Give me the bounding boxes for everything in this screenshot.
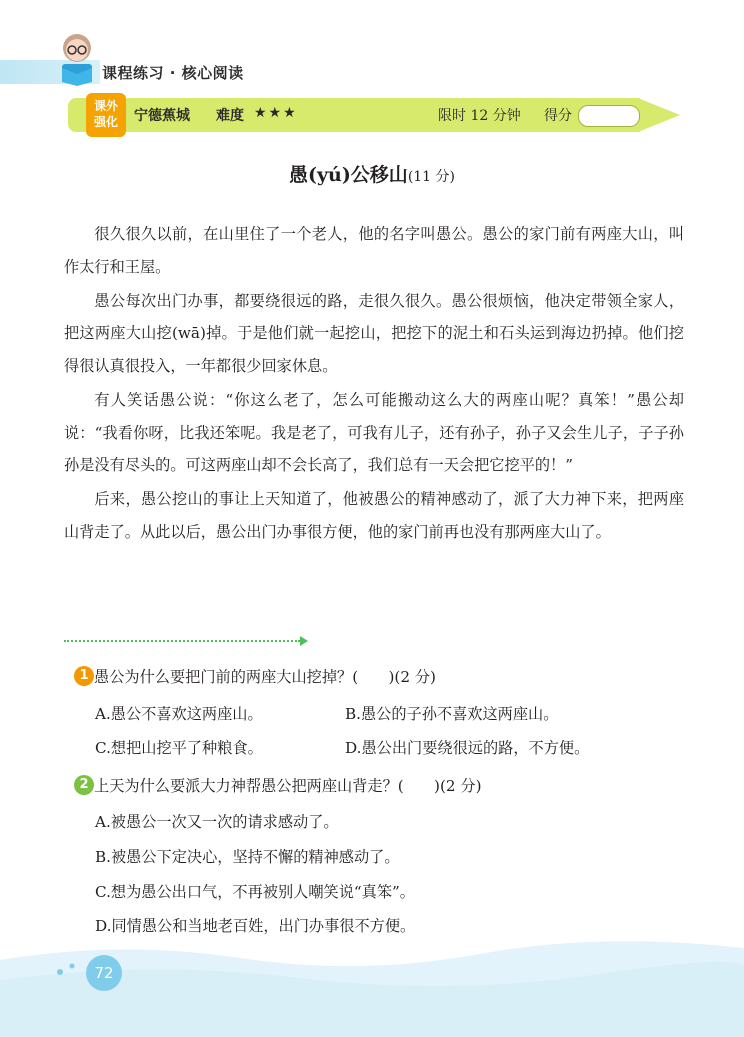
question-text: 上天为什么要派大力神帮愚公把两座山背走？( )(2 分)	[94, 777, 482, 795]
option-c[interactable]: C.想把山挖平了种粮食。	[95, 739, 263, 757]
extra-practice-badge	[86, 93, 126, 137]
difficulty-label: 难度	[216, 108, 244, 124]
option-c[interactable]: C.想为愚公出口气，不再被别人嘲笑说“真笨”。	[95, 883, 415, 901]
paragraph: 后来，愚公挖山的事让上天知道了，他被愚公的精神感动了，派了大力神下来，把两座山背走了。从此以后，愚公出门办事很方便，他的家门前再也没有那两座大山了。	[64, 490, 684, 541]
option-d[interactable]: D.愚公出门要绕很远的路，不方便。	[345, 739, 590, 757]
story-points: (11 分)	[407, 169, 456, 185]
question-text: 愚公为什么要把门前的两座大山挖掉？( )(2 分)	[94, 668, 436, 686]
paragraph: 愚公每次出门办事，都要绕很远的路，走很久很久。愚公很烦恼，他决定带领全家人，把这两座大山挖(wā)掉。于是他们就一起挖山，把挖下的泥土和石头运到海边扔掉。他们挖得很认真很投入，一年都很少回家休息。	[64, 291, 684, 375]
paragraph: 很久很久以前，在山里住了一个老人，他的名字叫愚公。愚公的家门前有两座大山，叫作太行和王屋。	[64, 225, 684, 276]
source-label: 宁德蕉城	[134, 108, 190, 124]
question-number: 1	[74, 666, 94, 686]
page-number: 72	[86, 955, 122, 991]
badge-line2: 强化	[93, 115, 118, 129]
option-b[interactable]: B.被愚公下定决心，坚持不懈的精神感动了。	[95, 848, 400, 866]
badge-line1: 课外	[93, 99, 118, 113]
option-b[interactable]: B.愚公的子孙不喜欢这两座山。	[345, 705, 559, 723]
divider-arrow-icon	[300, 636, 308, 646]
passage	[64, 218, 684, 550]
info-bar-arrow	[638, 98, 680, 132]
option-a[interactable]: A.被愚公一次又一次的请求感动了。	[95, 813, 339, 831]
dotted-divider	[64, 640, 300, 642]
story-title-text: 愚(yú)公移山	[288, 164, 408, 186]
option-a[interactable]: A.愚公不喜欢这两座山。	[95, 705, 263, 723]
option-d[interactable]: D.同情愚公和当地老百姓，出门办事很不方便。	[95, 917, 416, 935]
time-limit: 限时 12 分钟	[438, 108, 521, 124]
story-title	[0, 160, 744, 187]
score-label: 得分	[544, 108, 572, 124]
series-title: 课程练习 · 核心阅读	[102, 64, 244, 82]
score-box[interactable]	[578, 105, 640, 127]
mascot-reading-icon	[52, 30, 102, 86]
paragraph: 有人笑话愚公说：“你这么老了，怎么可能搬动这么大的两座山呢？真笨！”愚公却说：“我看你呀，比我还笨呢。我是老了，可我有儿子，还有孙子，孙子又会生儿子，子子孙孙是没有尽头的。可这两座山却不会长高了，我们总有一天会把它挖平的！”	[64, 390, 684, 475]
difficulty-stars: ★★★	[254, 105, 298, 121]
question-number: 2	[74, 775, 94, 795]
